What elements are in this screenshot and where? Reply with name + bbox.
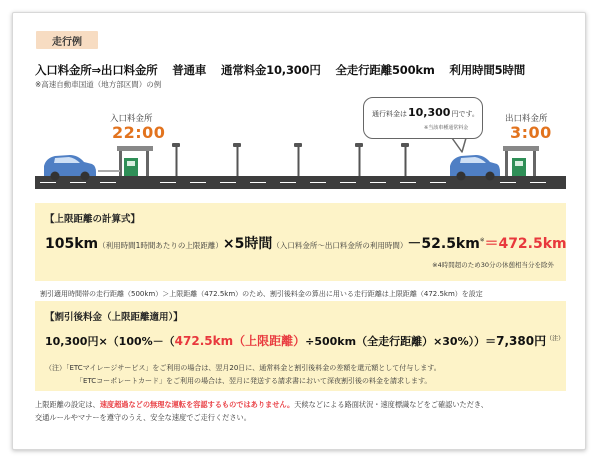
formula-speed-note: （利用時間1時間あたりの上限距離） (98, 241, 223, 250)
exit-toll-booth-icon (503, 146, 539, 176)
distance-comparison-text: 割引適用時間帯の走行距離（500km）＞上限距離（472.5km）のため、割引後料金の算出に用いる走行距離は上限距離（472.5km）を設定 (40, 290, 483, 298)
fare-speech-bubble (363, 97, 483, 139)
limit-distance-formula (45, 233, 567, 253)
speech-bubble-tail (452, 138, 466, 152)
example-badge: 走行例 (36, 31, 98, 49)
safety-warning: 速度超過などの無理な運転を容認するものではありません。 (99, 400, 295, 409)
limit-distance-box (35, 203, 566, 281)
discount-fare-box (35, 301, 566, 391)
entrance-time: 22:00 (112, 123, 166, 142)
discount-limit: 472.5km（上限距離） (174, 334, 306, 348)
formula-speed: 105km (45, 236, 99, 252)
road-scene (0, 0, 600, 200)
headline-distance: 全走行距離500km (335, 63, 435, 77)
formula-times: × (222, 236, 235, 252)
limit-distance-title: 【上限距離の計算式】 (45, 214, 141, 225)
discount-result: 7,380円 (496, 334, 547, 348)
bubble-fare-text (372, 106, 479, 119)
discount-part1: 10,300円×（100%－（ (45, 335, 175, 348)
safety-note-b: 天候などによる路面状況・速度標識などをご確認いただき、 (294, 400, 488, 409)
safety-note-a: 上限距離の設定は、 (35, 400, 100, 409)
formula-minus: －52.5km (407, 236, 480, 252)
formula-hours: 5時間 (234, 236, 273, 252)
discount-part2: ÷500km（全走行距離）×30%））＝ (305, 335, 497, 348)
safety-note-line2: 交通ルールやマナーを遵守のうえ、安全な速度でご走行ください。 (35, 413, 251, 422)
bubble-amount: 10,300 (408, 106, 451, 119)
exit-label: 出口料金所 (505, 114, 548, 124)
headline-route: 入口料金所⇒出口料金所 (35, 63, 158, 77)
headline-time: 利用時間5時間 (449, 63, 526, 77)
rest-note: ※4時間超のため30分の休憩相当分を除外 (432, 261, 554, 269)
formula-equals: ＝ (484, 236, 499, 252)
corporate-card-note: 「ETCコーポレートカード」をご利用の場合は、翌月に発送する請求書において深夜割引後の料金を請求します。 (76, 377, 432, 385)
bubble-prefix: 通行料金は (372, 110, 407, 118)
discount-fare-formula (45, 332, 564, 349)
bubble-suffix: 円です。 (451, 110, 479, 118)
formula-hours-note: （入口料金所～出口料金所の利用時間） (272, 241, 408, 250)
formula-result: 472.5km (498, 236, 567, 252)
entrance-toll-booth-icon (98, 146, 153, 176)
headline-vehicle: 普通車 (172, 63, 207, 77)
headline-fare: 通常料金10,300円 (220, 63, 321, 77)
entrance-label: 入口料金所 (110, 114, 153, 124)
safety-note-line1 (35, 400, 488, 410)
discount-fare-title: 【割引後料金（上限距離適用）】 (45, 312, 183, 323)
street-lamps (172, 143, 409, 176)
discount-sup: （注） (546, 335, 565, 343)
exit-time: 3:00 (510, 123, 552, 142)
expressway-subnote: ※高速自動車国道（地方部区間）の例 (35, 80, 162, 89)
mileage-service-note: （注）「ETCマイレージサービス」をご利用の場合は、翌月20日に、通常料金と割引後料金の差額を還元額として付与します。 (45, 364, 441, 372)
formula-sup: ※ (479, 237, 485, 244)
road-illustration (0, 0, 600, 200)
bubble-note: ※当該車種通常料金 (424, 125, 469, 131)
